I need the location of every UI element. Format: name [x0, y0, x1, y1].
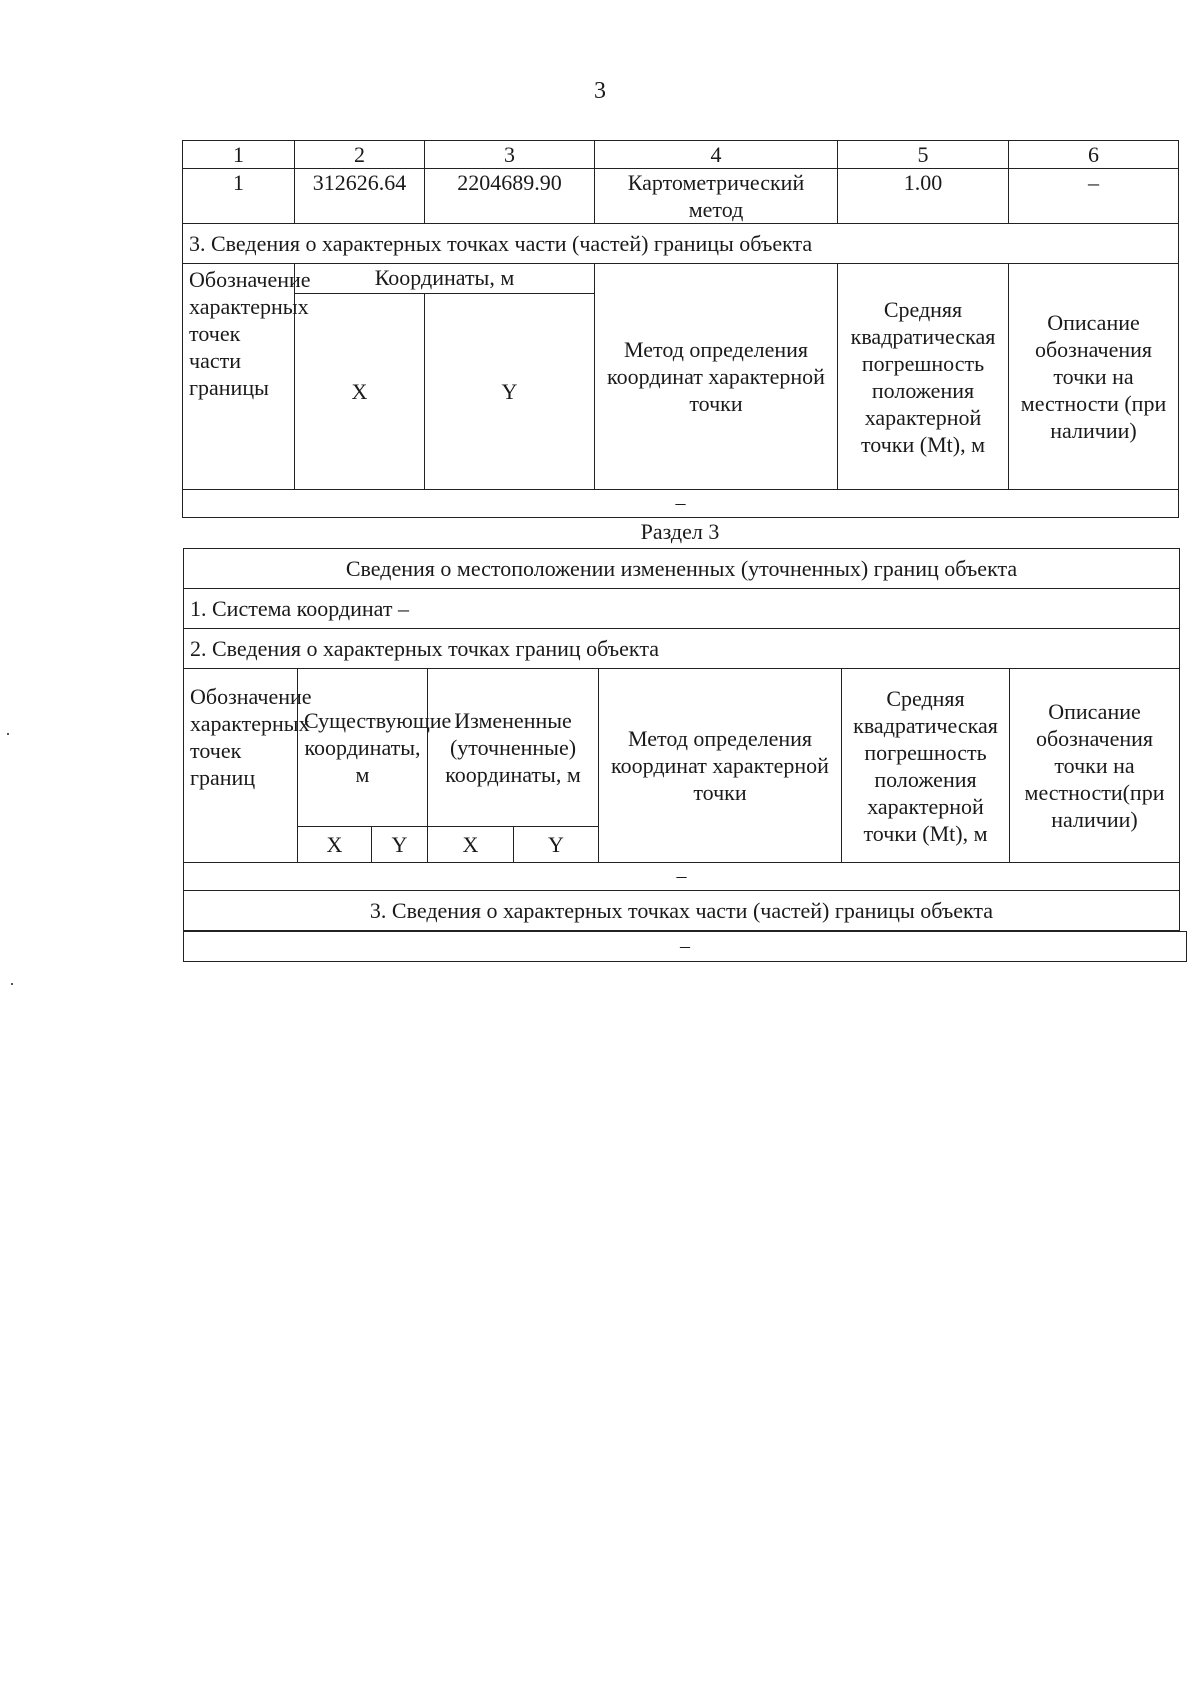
table-continuation — [182, 140, 1179, 518]
col-number-3: 3 — [425, 141, 595, 169]
col-description: Описание обозначения точки на местности(при наличии) — [1010, 669, 1180, 863]
col-number-6: 6 — [1009, 141, 1179, 169]
point-error: 1.00 — [838, 169, 1009, 224]
col-existing-coords: Существующие координаты, м — [298, 669, 428, 827]
coordinate-system: 1. Система координат – — [184, 589, 1180, 629]
col-changed-y: Y — [514, 827, 599, 863]
section-caption: Раздел 3 — [640, 519, 720, 544]
col-y: Y — [425, 294, 595, 490]
point-method: Картометрический метод — [595, 169, 838, 224]
empty-row-mark: – — [184, 932, 1187, 962]
col-coordinates: Координаты, м — [295, 264, 595, 294]
col-description: Описание обозначения точки на местности (при наличии) — [1009, 264, 1179, 490]
col-number-2: 2 — [295, 141, 425, 169]
table-changed-boundaries — [183, 548, 1180, 931]
col-changed-x: X — [428, 827, 514, 863]
section-title-points: 2. Сведения о характерных точках границ объекта — [184, 629, 1180, 669]
table-title: Сведения о местоположении измененных (уточненных) границ объекта — [184, 549, 1180, 589]
col-number-1: 1 — [183, 141, 295, 169]
col-error: Средняя квадратическая погрешность положения характерной точки (Mt), м — [842, 669, 1010, 863]
col-error: Средняя квадратическая погрешность положения характерной точки (Mt), м — [838, 264, 1009, 490]
col-existing-y: Y — [372, 827, 428, 863]
scan-speck — [11, 983, 13, 985]
page-number: 3 — [594, 78, 606, 104]
point-x: 312626.64 — [295, 169, 425, 224]
empty-row-mark: – — [184, 863, 1180, 891]
col-number-4: 4 — [595, 141, 838, 169]
col-changed-coords: Измененные (уточненные) координаты, м — [428, 669, 599, 827]
col-method: Метод определения координат характерной точки — [595, 264, 838, 490]
section-title-parts: 3. Сведения о характерных точках части (частей) границы объекта — [183, 224, 1179, 264]
section-title-parts: 3. Сведения о характерных точках части (частей) границы объекта — [184, 891, 1180, 931]
col-existing-x: X — [298, 827, 372, 863]
empty-row-mark: – — [183, 490, 1179, 518]
col-number-5: 5 — [838, 141, 1009, 169]
table-row — [183, 169, 1179, 224]
col-method: Метод определения координат характерной точки — [599, 669, 842, 863]
col-designation: Обозначение характерных точек границ — [184, 669, 298, 863]
col-designation: Обозначение характерных точек части границы — [183, 264, 295, 490]
point-y: 2204689.90 — [425, 169, 595, 224]
scan-speck — [7, 733, 9, 735]
col-x: X — [295, 294, 425, 490]
point-description: – — [1009, 169, 1179, 224]
table-header-row — [183, 141, 1179, 169]
point-number: 1 — [183, 169, 295, 224]
table-parts-empty — [183, 931, 1187, 962]
